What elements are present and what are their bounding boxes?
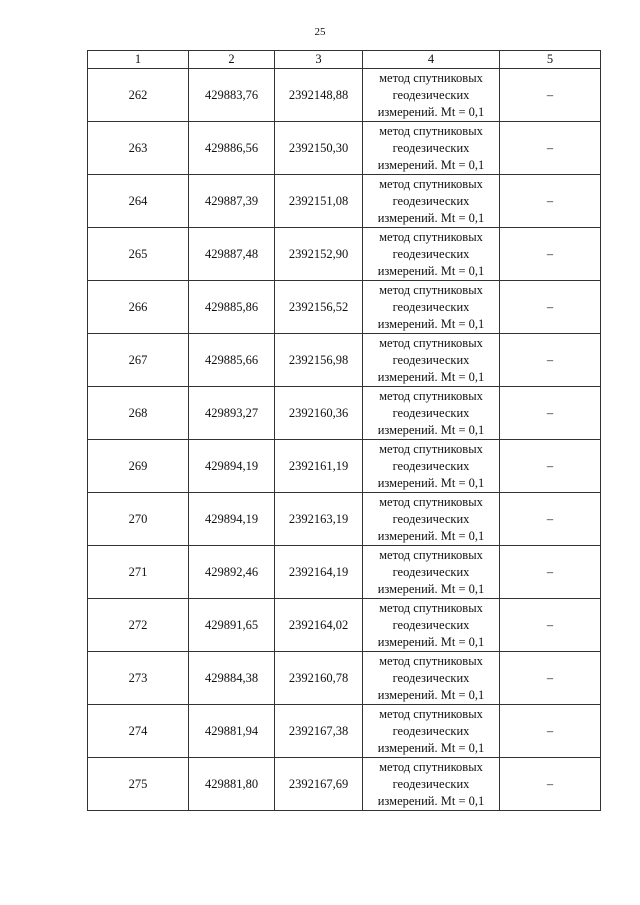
x-coordinate-cell: 429885,86: [189, 281, 275, 334]
method-line: геодезических: [392, 140, 470, 155]
point-number-cell: 271: [88, 546, 189, 599]
note-cell: –: [500, 546, 601, 599]
note-cell: –: [500, 122, 601, 175]
method-line: метод спутниковых: [379, 70, 483, 85]
note-cell: –: [500, 175, 601, 228]
method-cell: [363, 387, 500, 440]
table-row: [88, 705, 601, 758]
method-line: геодезических: [392, 511, 470, 526]
method-cell: [363, 758, 500, 811]
table-row: [88, 546, 601, 599]
method-line: геодезических: [392, 458, 470, 473]
header-col-3: 3: [275, 51, 363, 69]
y-coordinate-cell: 2392167,38: [275, 705, 363, 758]
y-coordinate-cell: 2392150,30: [275, 122, 363, 175]
method-cell: [363, 122, 500, 175]
method-line: геодезических: [392, 352, 470, 367]
method-line: метод спутниковых: [379, 176, 483, 191]
table-row: [88, 69, 601, 122]
point-number-cell: 268: [88, 387, 189, 440]
note-cell: –: [500, 705, 601, 758]
note-cell: –: [500, 652, 601, 705]
method-line: геодезических: [392, 87, 470, 102]
method-line: метод спутниковых: [379, 759, 483, 774]
method-line: измерений. Mt = 0,1: [377, 581, 485, 596]
method-line: геодезических: [392, 564, 470, 579]
method-line: измерений. Mt = 0,1: [377, 210, 485, 225]
y-coordinate-cell: 2392148,88: [275, 69, 363, 122]
point-number-cell: 270: [88, 493, 189, 546]
point-number-cell: 263: [88, 122, 189, 175]
x-coordinate-cell: 429881,80: [189, 758, 275, 811]
method-line: измерений. Mt = 0,1: [377, 793, 485, 808]
table-row: [88, 175, 601, 228]
method-cell: [363, 599, 500, 652]
y-coordinate-cell: 2392161,19: [275, 440, 363, 493]
method-line: метод спутниковых: [379, 600, 483, 615]
method-line: измерений. Mt = 0,1: [377, 740, 485, 755]
method-cell: [363, 175, 500, 228]
y-coordinate-cell: 2392160,36: [275, 387, 363, 440]
point-number-cell: 273: [88, 652, 189, 705]
method-line: метод спутниковых: [379, 335, 483, 350]
y-coordinate-cell: 2392151,08: [275, 175, 363, 228]
y-coordinate-cell: 2392156,52: [275, 281, 363, 334]
table-row: [88, 228, 601, 281]
x-coordinate-cell: 429884,38: [189, 652, 275, 705]
y-coordinate-cell: 2392163,19: [275, 493, 363, 546]
table-row: [88, 387, 601, 440]
x-coordinate-cell: 429881,94: [189, 705, 275, 758]
note-cell: –: [500, 758, 601, 811]
point-number-cell: 269: [88, 440, 189, 493]
y-coordinate-cell: 2392164,19: [275, 546, 363, 599]
method-cell: [363, 652, 500, 705]
method-line: измерений. Mt = 0,1: [377, 528, 485, 543]
table-row: [88, 652, 601, 705]
method-line: метод спутниковых: [379, 494, 483, 509]
point-number-cell: 275: [88, 758, 189, 811]
header-col-4: 4: [363, 51, 500, 69]
method-cell: [363, 440, 500, 493]
y-coordinate-cell: 2392156,98: [275, 334, 363, 387]
method-line: геодезических: [392, 246, 470, 261]
table-body: [88, 69, 601, 811]
method-cell: [363, 546, 500, 599]
method-cell: [363, 228, 500, 281]
x-coordinate-cell: 429894,19: [189, 493, 275, 546]
point-number-cell: 274: [88, 705, 189, 758]
note-cell: –: [500, 599, 601, 652]
method-cell: [363, 334, 500, 387]
x-coordinate-cell: 429886,56: [189, 122, 275, 175]
x-coordinate-cell: 429893,27: [189, 387, 275, 440]
table-row: [88, 493, 601, 546]
x-coordinate-cell: 429887,39: [189, 175, 275, 228]
method-line: измерений. Mt = 0,1: [377, 422, 485, 437]
method-line: измерений. Mt = 0,1: [377, 104, 485, 119]
method-cell: [363, 281, 500, 334]
header-col-1: 1: [88, 51, 189, 69]
table-row: [88, 758, 601, 811]
method-line: измерений. Mt = 0,1: [377, 687, 485, 702]
y-coordinate-cell: 2392160,78: [275, 652, 363, 705]
y-coordinate-cell: 2392164,02: [275, 599, 363, 652]
method-line: метод спутниковых: [379, 229, 483, 244]
table-row: [88, 599, 601, 652]
method-line: геодезических: [392, 405, 470, 420]
method-line: измерений. Mt = 0,1: [377, 369, 485, 384]
page-number: 25: [314, 26, 326, 38]
method-line: метод спутниковых: [379, 282, 483, 297]
method-cell: [363, 493, 500, 546]
table-row: [88, 122, 601, 175]
note-cell: –: [500, 493, 601, 546]
method-line: измерений. Mt = 0,1: [377, 316, 485, 331]
note-cell: –: [500, 334, 601, 387]
method-line: измерений. Mt = 0,1: [377, 475, 485, 490]
table-row: [88, 440, 601, 493]
method-line: геодезических: [392, 617, 470, 632]
coordinates-table: [87, 50, 601, 811]
method-line: геодезических: [392, 670, 470, 685]
note-cell: –: [500, 228, 601, 281]
y-coordinate-cell: 2392167,69: [275, 758, 363, 811]
x-coordinate-cell: 429885,66: [189, 334, 275, 387]
method-line: метод спутниковых: [379, 388, 483, 403]
method-line: измерений. Mt = 0,1: [377, 263, 485, 278]
header-col-5: 5: [500, 51, 601, 69]
x-coordinate-cell: 429883,76: [189, 69, 275, 122]
note-cell: –: [500, 69, 601, 122]
point-number-cell: 264: [88, 175, 189, 228]
point-number-cell: 262: [88, 69, 189, 122]
header-col-2: 2: [189, 51, 275, 69]
method-line: метод спутниковых: [379, 123, 483, 138]
x-coordinate-cell: 429892,46: [189, 546, 275, 599]
method-line: геодезических: [392, 776, 470, 791]
method-line: метод спутниковых: [379, 547, 483, 562]
method-line: геодезических: [392, 299, 470, 314]
table-row: [88, 334, 601, 387]
method-cell: [363, 705, 500, 758]
point-number-cell: 272: [88, 599, 189, 652]
x-coordinate-cell: 429894,19: [189, 440, 275, 493]
note-cell: –: [500, 281, 601, 334]
note-cell: –: [500, 387, 601, 440]
method-line: метод спутниковых: [379, 706, 483, 721]
x-coordinate-cell: 429887,48: [189, 228, 275, 281]
method-line: геодезических: [392, 193, 470, 208]
method-line: измерений. Mt = 0,1: [377, 157, 485, 172]
note-cell: –: [500, 440, 601, 493]
point-number-cell: 265: [88, 228, 189, 281]
point-number-cell: 267: [88, 334, 189, 387]
method-line: метод спутниковых: [379, 653, 483, 668]
method-cell: [363, 69, 500, 122]
method-line: геодезических: [392, 723, 470, 738]
point-number-cell: 266: [88, 281, 189, 334]
y-coordinate-cell: 2392152,90: [275, 228, 363, 281]
header-row: [88, 51, 601, 69]
x-coordinate-cell: 429891,65: [189, 599, 275, 652]
table-row: [88, 281, 601, 334]
table-header: [88, 51, 601, 69]
method-line: метод спутниковых: [379, 441, 483, 456]
method-line: измерений. Mt = 0,1: [377, 634, 485, 649]
